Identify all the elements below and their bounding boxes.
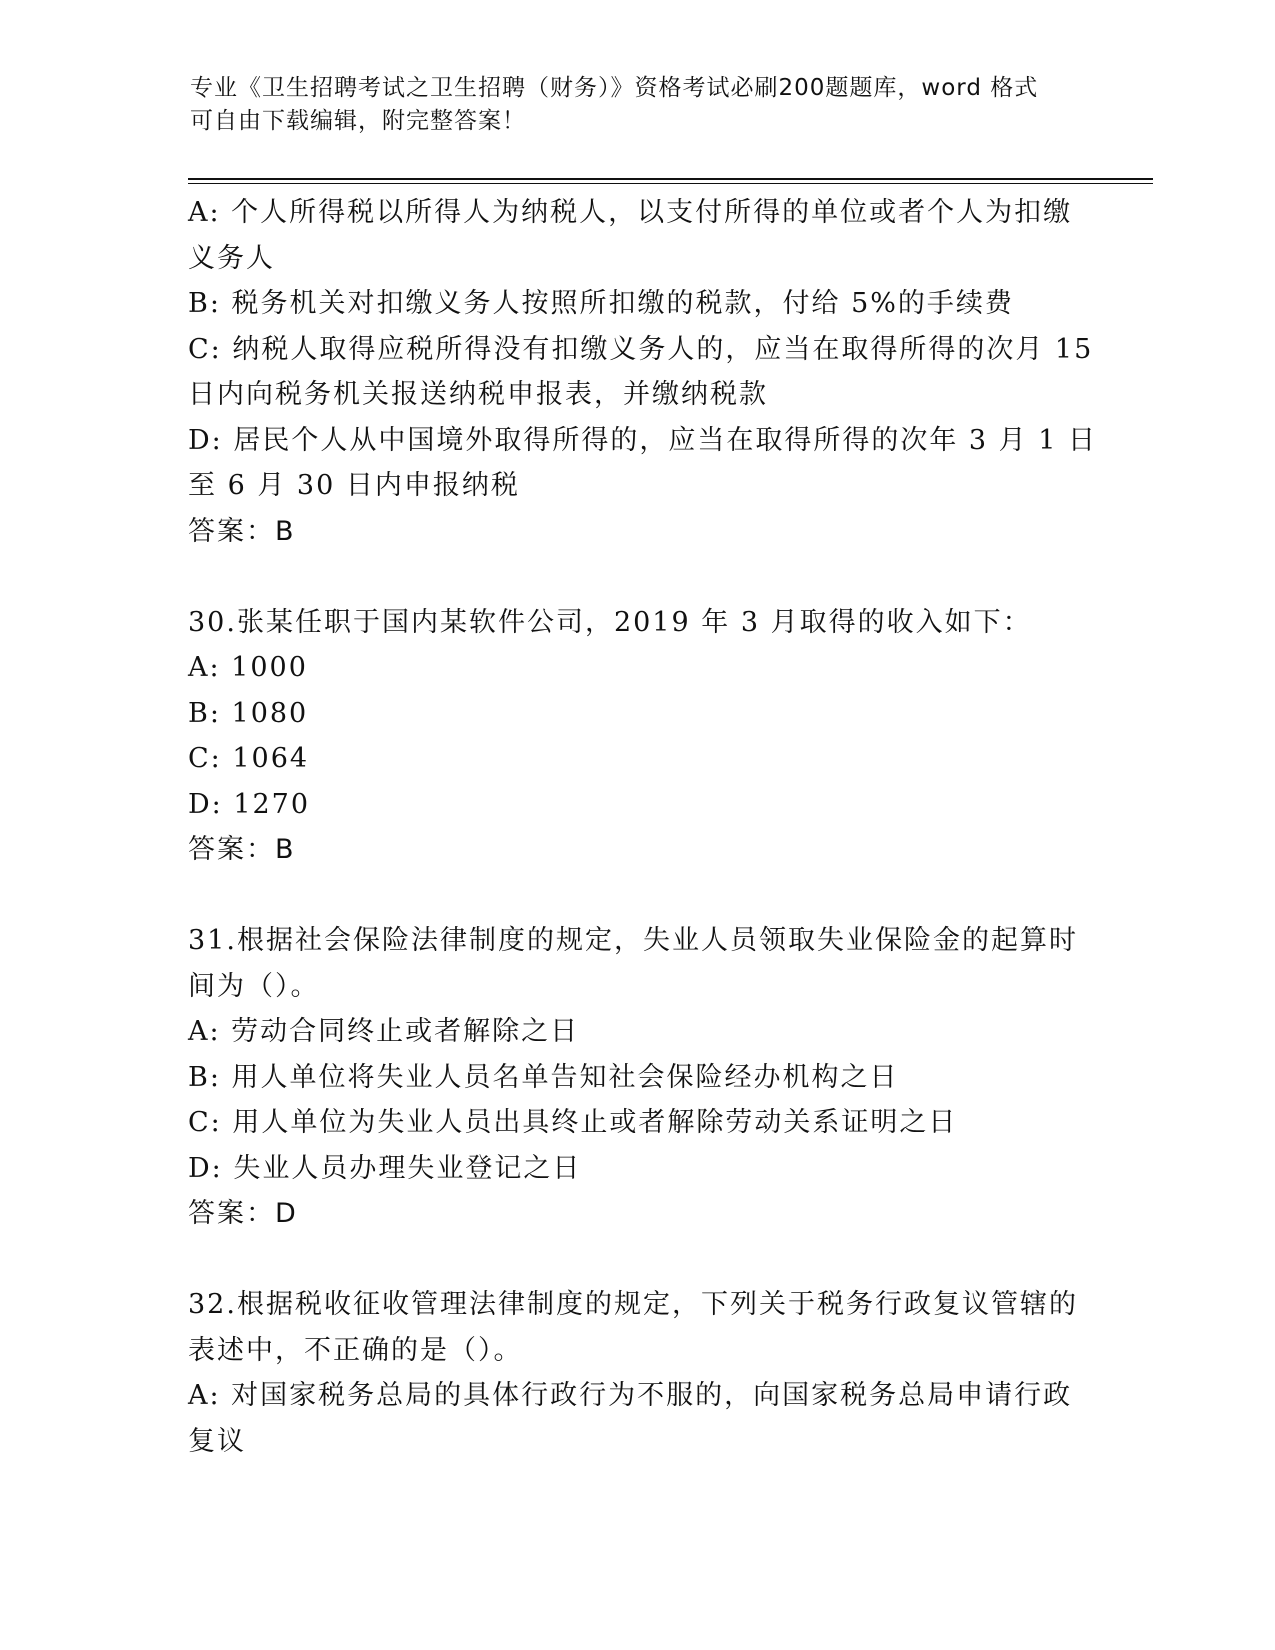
header-title-line-1: 专业《卫生招聘考试之卫生招聘（财务）》资格考试必刷200题题库，word 格式 — [190, 75, 1039, 101]
answer-text: 答案：D — [188, 1198, 298, 1229]
option-c: C: 1064 — [188, 743, 310, 774]
spacer — [188, 873, 1088, 919]
question-29-block — [188, 190, 1098, 554]
spacer — [188, 554, 1088, 600]
question-text-line-2: 间为（）。 — [188, 970, 320, 1002]
question-30-block — [188, 600, 1088, 873]
question-text-line-1: 31.根据社会保险法律制度的规定，失业人员领取失业保险金的起算时 — [188, 925, 1078, 956]
option-b: B: 用人单位将失业人员名单告知社会保险经办机构之日 — [188, 1061, 899, 1093]
question-text-line-1: 32.根据税收征收管理法律制度的规定，下列关于税务行政复议管辖的 — [188, 1289, 1078, 1320]
option-b: B: 税务机关对扣缴义务人按照所扣缴的税款，付给 5%的手续费 — [188, 288, 1014, 319]
option-d-line-2: 至 6 月 30 日内申报纳税 — [188, 470, 520, 501]
option-d-line-1: D: 居民个人从中国境外取得所得的，应当在取得所得的次年 3 月 1 日 — [188, 424, 1098, 456]
header-divider-thick — [188, 178, 1153, 180]
header-title-line-2: 可自由下载编辑，附完整答案！ — [190, 108, 526, 134]
question-text: 30.张某任职于国内某软件公司，2019 年 3 月取得的收入如下： — [188, 606, 1032, 638]
question-text-line-2: 表述中，不正确的是（）。 — [188, 1334, 523, 1366]
question-31-block — [188, 918, 1088, 1237]
answer-text: 答案：B — [188, 515, 296, 547]
option-a: A: 劳动合同终止或者解除之日 — [188, 1016, 580, 1047]
option-d: D: 1270 — [188, 788, 311, 820]
spacer — [188, 1237, 1088, 1283]
question-32-block — [188, 1282, 1088, 1464]
option-a-line-2: 复议 — [188, 1425, 246, 1457]
option-d: D: 失业人员办理失业登记之日 — [188, 1152, 582, 1184]
document-header — [190, 72, 1090, 138]
document-body — [188, 190, 1098, 1464]
option-a-line-1: A: 个人所得税以所得人为纳税人，以支付所得的单位或者个人为扣缴 — [188, 197, 1073, 228]
option-a-line-2: 义务人 — [188, 242, 275, 274]
option-c-line-1: C: 纳税人取得应税所得没有扣缴义务人的，应当在取得所得的次月 15 — [188, 333, 1094, 365]
option-a: A: 1000 — [188, 652, 308, 683]
option-a-line-1: A: 对国家税务总局的具体行政行为不服的，向国家税务总局申请行政 — [188, 1380, 1073, 1411]
option-c-line-2: 日内向税务机关报送纳税申报表，并缴纳税款 — [188, 379, 768, 410]
option-c: C: 用人单位为失业人员出具终止或者解除劳动关系证明之日 — [188, 1107, 958, 1138]
header-divider-thin — [188, 183, 1153, 184]
answer-text: 答案：B — [188, 834, 296, 865]
option-b: B: 1080 — [188, 697, 309, 729]
